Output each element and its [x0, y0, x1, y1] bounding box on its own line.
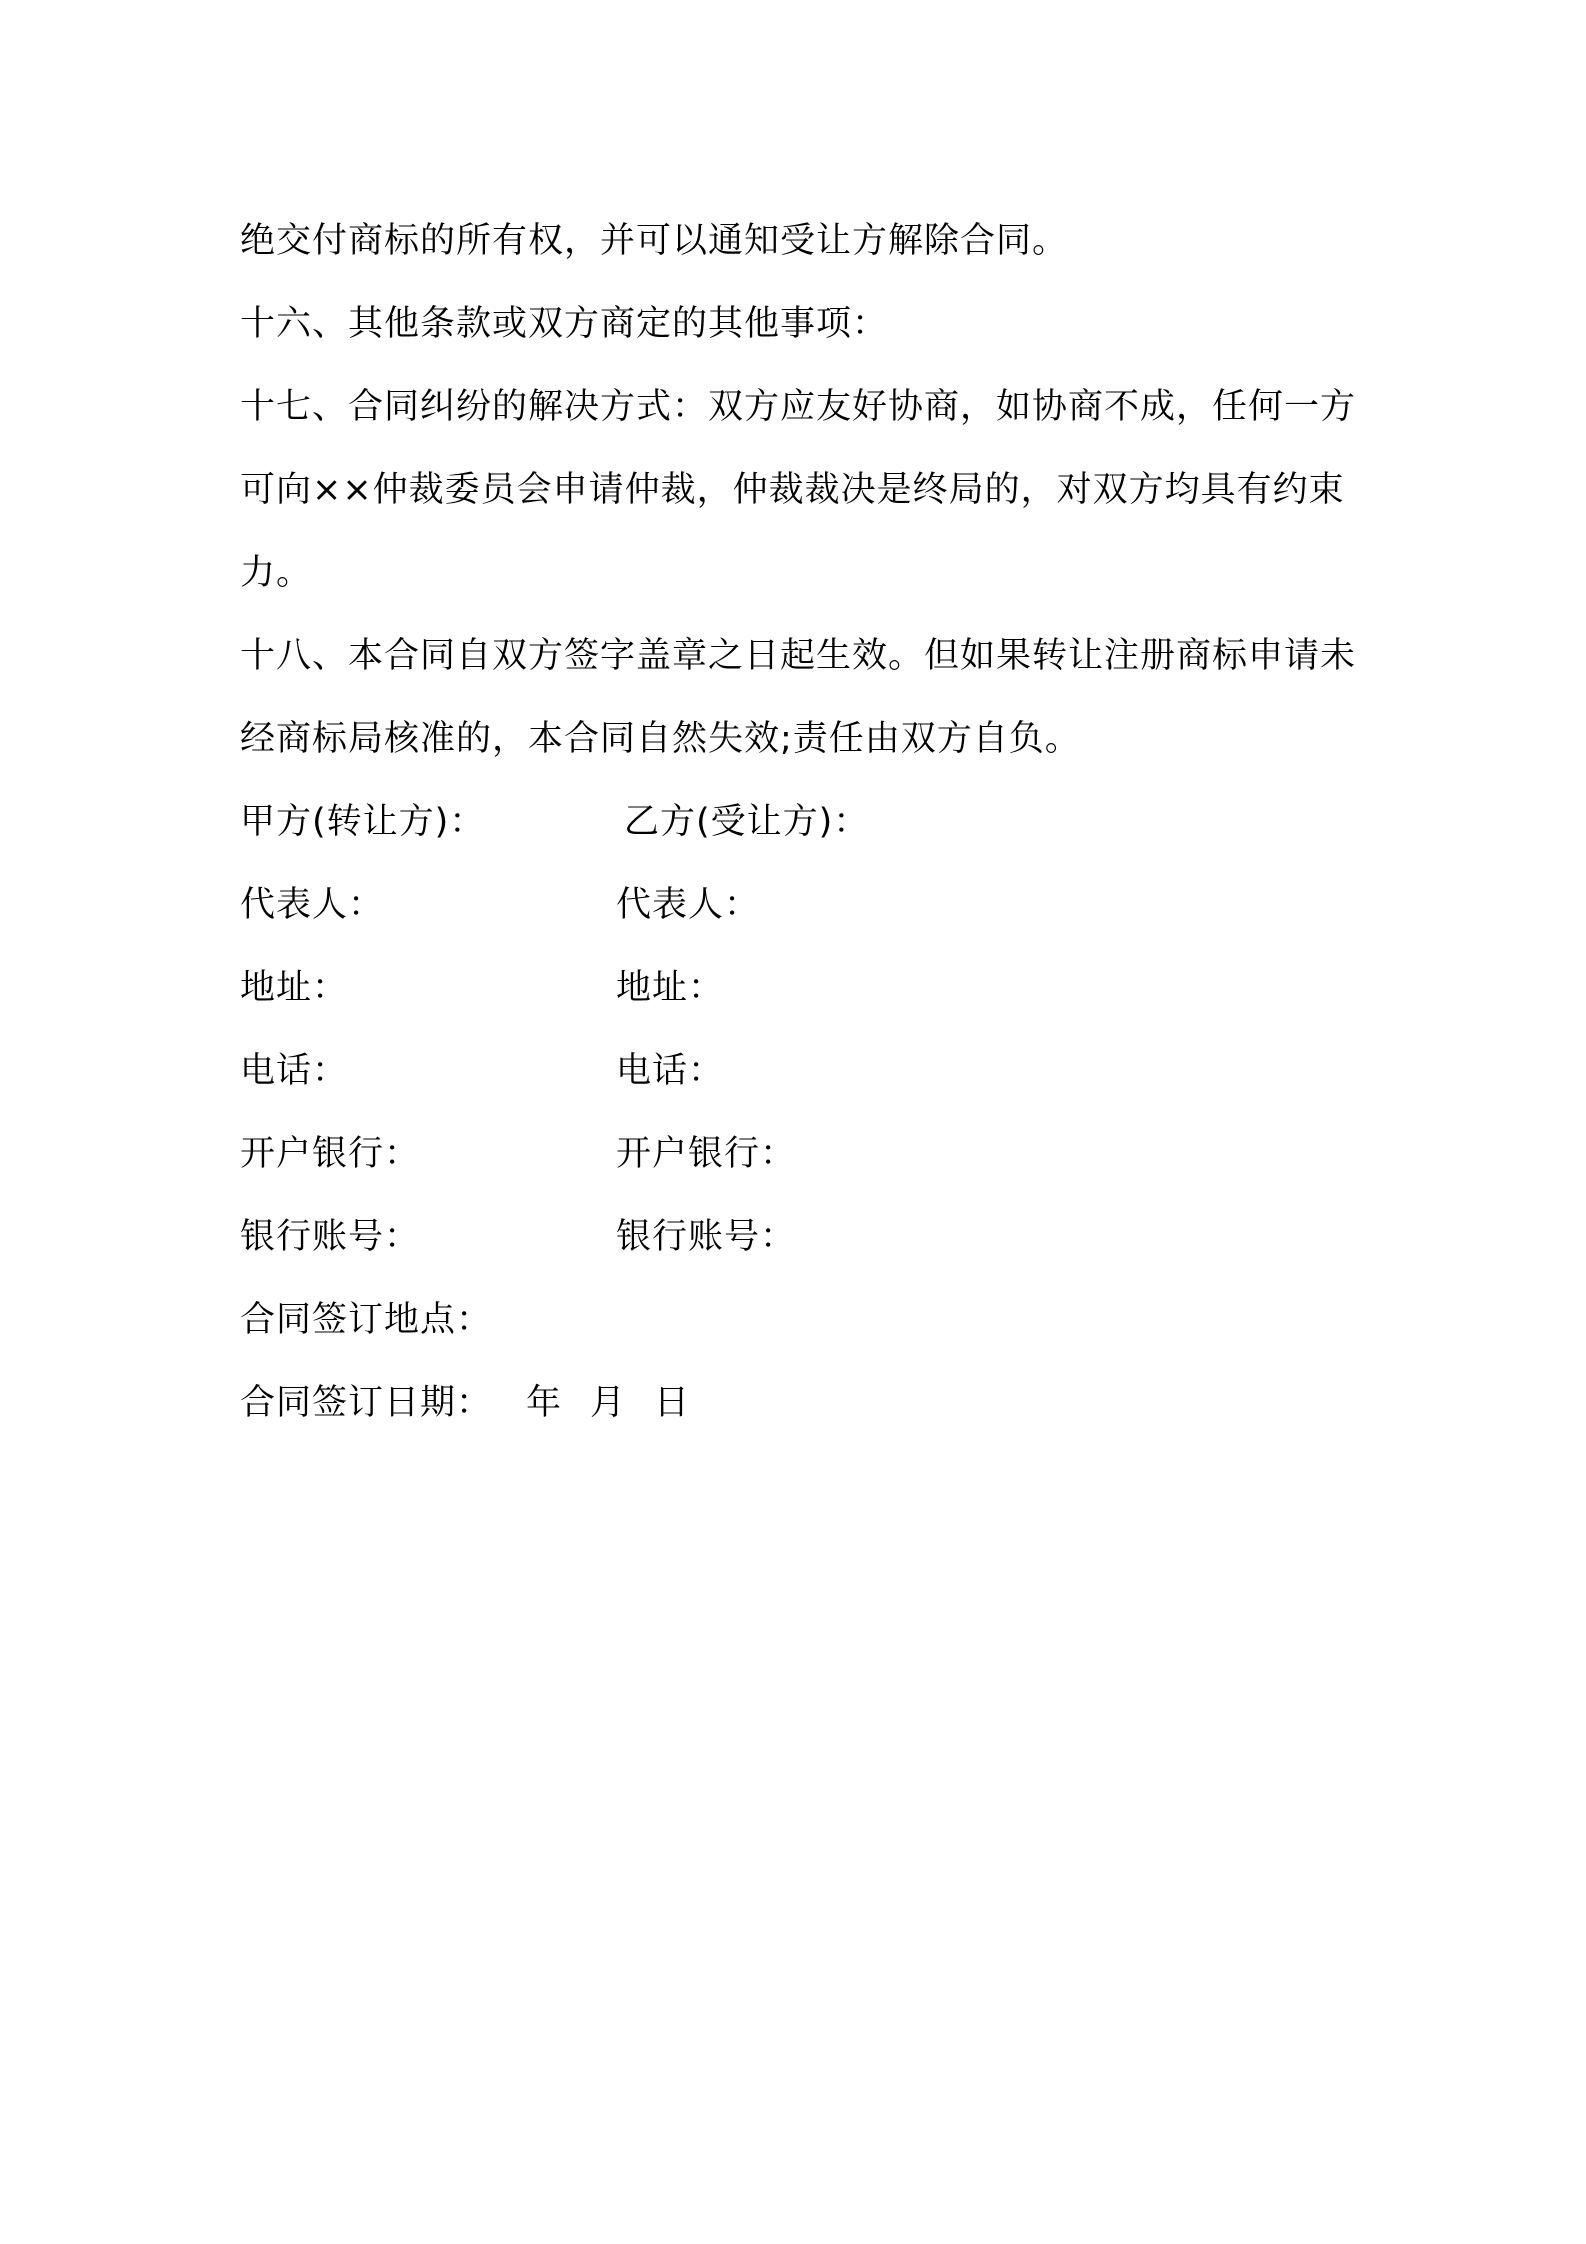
clause-15-continuation: 绝交付商标的所有权，并可以通知受让方解除合同。 [240, 221, 1069, 261]
clause-17: 十七、合同纠纷的解决方式：双方应友好协商，如协商不成，任何一方可向××仲裁委员会申请仲裁，仲裁裁决是终局的，对双方均具有约束力。 [240, 387, 1357, 593]
signing-place-label: 合同签订地点： [240, 1300, 493, 1340]
date-year-label: 年 [526, 1383, 563, 1423]
signing-date-row [240, 1362, 1360, 1445]
date-day-label: 日 [654, 1383, 691, 1423]
party-a-label: 甲方(转让方)： [240, 802, 486, 842]
signing-place-row [240, 1279, 1360, 1362]
contract-body [240, 200, 1360, 1445]
signature-row-phone [240, 1030, 1360, 1113]
signature-row-bank [240, 1113, 1360, 1196]
signature-row-address [240, 947, 1360, 1030]
party-b-label: 乙方(受让方)： [624, 802, 870, 842]
signature-row-representative [240, 864, 1360, 947]
clause-16: 十六、其他条款或双方商定的其他事项： [240, 304, 889, 344]
party-b-phone-label: 电话： [616, 1051, 725, 1091]
party-a-address-label: 地址： [240, 968, 349, 1008]
party-b-address-label: 地址： [616, 968, 725, 1008]
party-a-bank-label: 开户银行： [240, 1134, 421, 1174]
signature-parties-row [240, 781, 1360, 864]
signing-date-label: 合同签订日期： [240, 1383, 493, 1423]
party-b-account-label: 银行账号： [616, 1217, 797, 1257]
party-b-representative-label: 代表人： [616, 885, 761, 925]
party-a-account-label: 银行账号： [240, 1217, 421, 1257]
party-b-bank-label: 开户银行： [616, 1134, 797, 1174]
clause-18: 十八、本合同自双方签字盖章之日起生效。但如果转让注册商标申请未经商标局核准的，本合同自然失效;责任由双方自负。 [240, 636, 1357, 759]
party-a-representative-label: 代表人： [240, 885, 385, 925]
signature-row-account [240, 1196, 1360, 1279]
date-month-label: 月 [590, 1383, 627, 1423]
party-a-phone-label: 电话： [240, 1051, 349, 1091]
